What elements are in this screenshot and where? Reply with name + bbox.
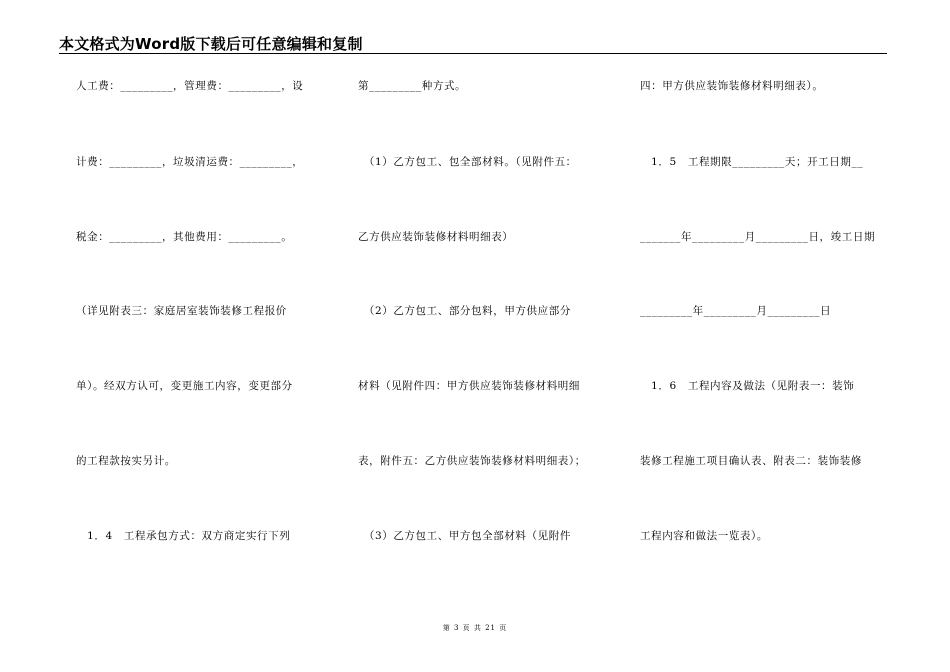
text-line: 材料（见附件四：甲方供应装饰装修材料明细: [358, 380, 580, 392]
text-line: 人工费：_________，管理费：_________，设: [76, 80, 304, 92]
text-line: （2）乙方包工、部分包料，甲方供应部分: [358, 305, 571, 317]
text-line: 计费：_________，垃圾清运费：_________，: [76, 156, 304, 168]
text-line: 工程内容和做法一览表）。: [640, 530, 768, 542]
text-line: 装修工程施工项目确认表、附表二：装饰装修: [640, 455, 862, 467]
text-line: _________年_________月_________日: [640, 305, 832, 317]
text-line: （3）乙方包工、甲方包全部材料（见附件: [358, 530, 571, 542]
text-line: _______年_________月_________日，竣工日期: [640, 231, 876, 243]
text-line: 单）。经双方认可，变更施工内容，变更部分: [76, 380, 293, 392]
document-header-title: 本文格式为Word版下载后可任意编辑和复制: [59, 35, 363, 53]
text-line: （详见附表三：家庭居室装饰装修工程报价: [76, 305, 287, 317]
text-line: 1．4 工程承包方式：双方商定实行下列: [76, 530, 291, 542]
text-line: 税金：_________，其他费用：_________。: [76, 231, 293, 243]
text-column-3: [640, 0, 890, 672]
text-column-2: [358, 0, 620, 672]
text-line: 乙方供应装饰装修材料明细表）: [358, 231, 514, 243]
text-line: 第_________种方式。: [358, 80, 467, 92]
text-line: 四：甲方供应装饰装修材料明细表）。: [640, 80, 824, 92]
text-line: 1．6 工程内容及做法（见附表一：装饰: [640, 380, 855, 392]
text-line: （1）乙方包工、包全部材料。（见附件五：: [358, 156, 577, 168]
text-column-1: [76, 0, 328, 672]
text-line: 表，附件五：乙方供应装饰装修材料明细表）；: [358, 455, 586, 467]
page-number-footer: 第 3 页 共 21 页: [442, 624, 508, 632]
text-line: 的工程款按实另计。: [76, 455, 176, 467]
text-line: 1．5 工程期限_________天；开工日期__: [640, 156, 864, 168]
